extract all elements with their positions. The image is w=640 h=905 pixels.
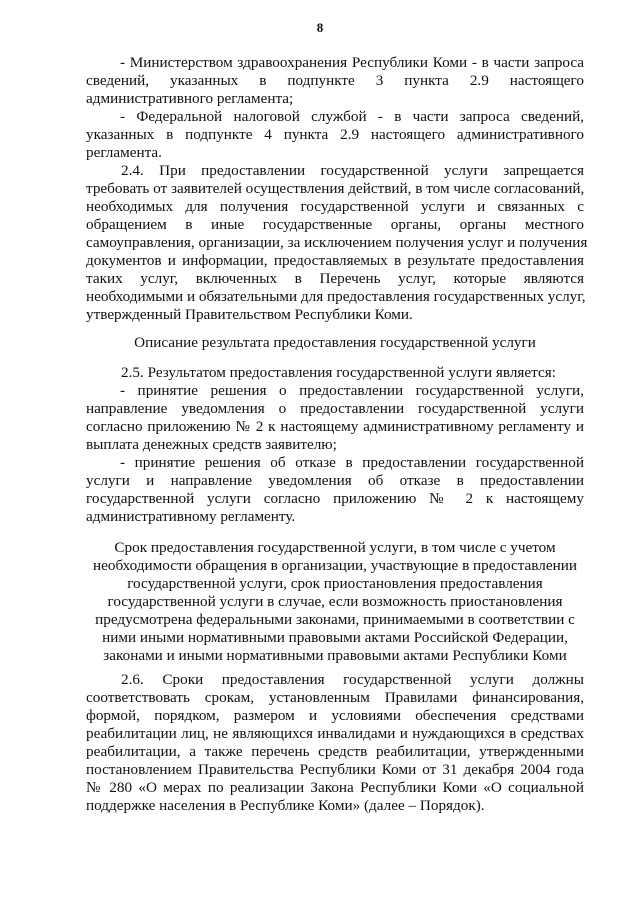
- text-line: - принятие решения о предоставлении государственной услуги,: [120, 382, 584, 399]
- text-line: необходимых для получения государственной услуги и связанных с: [86, 198, 584, 215]
- text-line: выплата денежных средств заявителю;: [86, 436, 337, 453]
- text-line: 2.6. Сроки предоставления государственной услуги должны: [121, 671, 584, 688]
- text-line: № 280 «О мерах по реализации Закона Республики Коми «О социальной: [86, 779, 584, 796]
- text-line: реабилитации, а также перечень средств реабилитации, утвержденными: [86, 743, 584, 760]
- text-line: 2.4. При предоставлении государственной услуги запрещается: [121, 162, 584, 179]
- text-line: таких услуг, включенных в Перечень услуг, которые являются: [86, 270, 584, 287]
- text-line: указанных в подпункте 4 пункта 2.9 настоящего административного: [86, 126, 584, 143]
- text-line: услуги и направление уведомления об отказе в предоставлении: [86, 472, 584, 489]
- section-heading: необходимости обращения в организации, участвующие в предоставлении: [93, 557, 577, 574]
- text-line: - принятие решения об отказе в предоставлении государственной: [120, 454, 584, 471]
- text-line: административного регламента;: [86, 90, 294, 107]
- text-line: необходимыми и обязательными для предоставления государственных услуг,: [86, 288, 586, 305]
- text-line: сведений, указанных в подпункте 3 пункта 2.9 настоящего: [86, 72, 584, 89]
- section-heading: государственной услуги в случае, если возможность приостановления: [107, 593, 563, 610]
- text-line: государственной услуги согласно приложению № 2 к настоящему: [86, 490, 584, 507]
- text-line: - Министерством здравоохранения Республики Коми - в части запроса: [120, 54, 584, 71]
- text-line: - Федеральной налоговой службой - в части запроса сведений,: [120, 108, 584, 125]
- text-line: административному регламенту.: [86, 508, 296, 525]
- page-number: 8: [316, 20, 324, 35]
- section-heading: законами и иными нормативными правовыми актами Республики Коми: [103, 647, 567, 664]
- text-line: направление уведомления о предоставлении государственной услуги: [86, 400, 584, 417]
- section-heading: Срок предоставления государственной услуги, в том числе с учетом: [114, 539, 556, 556]
- text-line: 2.5. Результатом предоставления государственной услуги является:: [121, 364, 556, 381]
- text-line: регламента.: [86, 144, 162, 161]
- section-heading: государственной услуги, срок приостановления предоставления: [127, 575, 543, 592]
- section-heading: предусмотрена федеральными законами, принимаемыми в соответствии с: [95, 611, 575, 628]
- text-line: обращением в иные государственные органы, органы местного: [86, 216, 584, 233]
- text-line: утвержденный Правительством Республики Коми.: [86, 306, 413, 323]
- text-line: соответствовать срокам, установленным Правилами финансирования,: [86, 689, 584, 706]
- text-line: формой, порядком, размером и условиями обеспечения средствами: [86, 707, 584, 724]
- section-heading: ними иными нормативными правовыми актами Российской Федерации,: [102, 629, 568, 646]
- section-heading: Описание результата предоставления государственной услуги: [134, 334, 536, 351]
- text-line: поддержке населения в Республике Коми» (далее – Порядок).: [86, 797, 485, 814]
- text-line: самоуправления, организации, за исключением получения услуг и получения: [86, 234, 588, 251]
- text-line: требовать от заявителей осуществления действий, в том числе согласований,: [86, 180, 585, 197]
- text-line: постановлением Правительства Республики Коми от 31 декабря 2004 года: [86, 761, 584, 778]
- text-line: реабилитации лиц, не являющихся инвалидами и нуждающихся в средствах: [86, 725, 584, 742]
- text-line: согласно приложению № 2 к настоящему административному регламенту и: [86, 418, 584, 435]
- text-line: документов и информации, предоставляемых в результате предоставления: [86, 252, 584, 269]
